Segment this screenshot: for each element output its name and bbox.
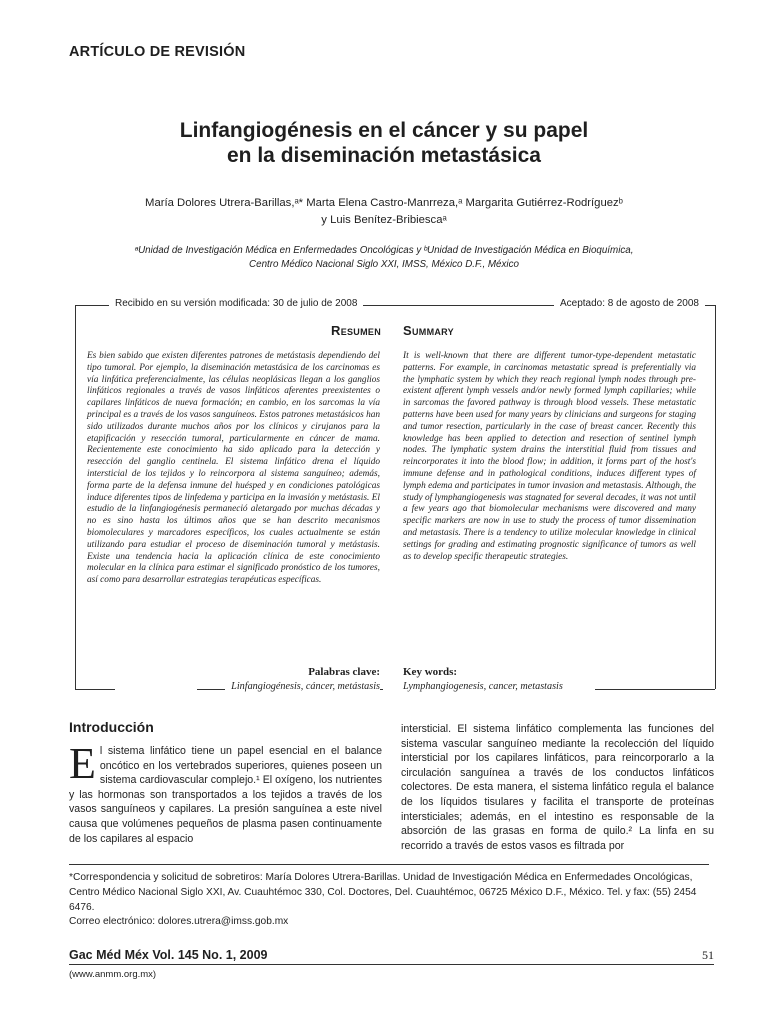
section-label: ARTÍCULO DE REVISIÓN	[69, 44, 246, 60]
journal-website: (www.anmm.org.mx)	[69, 969, 157, 980]
author-list	[69, 195, 699, 229]
key-words-label: Key words:	[403, 666, 458, 678]
footnote-line-1: *Correspondencia y solicitud de sobretiros: María Dolores Utrera-Barillas. Unidad de Investigación Médica en Enfermedades Oncológicas,	[69, 872, 693, 883]
title-line-2: en la diseminación metastásica	[227, 144, 541, 167]
article-title	[69, 118, 699, 168]
affiliation-line-2: Centro Médico Nacional Siglo XXI, IMSS, México D.F., México	[249, 259, 519, 270]
intro-left-column	[69, 739, 382, 846]
page-number: 51	[702, 948, 714, 962]
resumen-heading: Resumen	[331, 323, 381, 338]
abstract-bottom-right-rule	[595, 689, 715, 690]
footnote-rule	[69, 864, 709, 865]
correspondence-footnote	[69, 871, 717, 930]
footnote-line-3: Correo electrónico: dolores.utrera@imss.gob.mx	[69, 916, 289, 928]
drop-cap: E	[69, 739, 96, 788]
title-line-1: Linfangiogénesis en el cáncer y su papel	[179, 119, 589, 142]
footnote-line-2: Centro Médico Nacional Siglo XXI, Av. Cuauhtémoc 330, Col. Doctores, Del. Cuauhtémoc, 06725 México D.F., México. Tel. y fax: (55) 2454 6476.	[69, 886, 697, 913]
summary-text: It is well-known that there are different tumor-type-dependent metastatic patterns. For example, in carcinomas metastatic spread is preferentially via the lymphatic system by which they reach regional lymph nodes through pre-existent afferent lymph vessels and/or newly formed lymph capillaries; while in sarcomas the favored pathway is through blood vessels. These metastatic patterns have been used for many years by clinicians and surgeons for staging and tumor resection, particularly in the case of breast cancer. Recently this knowledge has been applied to detection and resection of sentinel lymph nodes. The lymphatic system drains the interstitial fluid from tissues and reincorporates it into the blood flow; in addition, it forms part of the host's immune defense and in pathological conditions, induces different types of lymph edema and participates in tumor invasion and metastasis. Although, the study of lymphangiogenesis was stagnated for several decades, it was not until a few years ago that biomolecular mechanisms were discovered and many specific markers are now in use to study the process of tumor dissemination and metastasis. There is a tendency to utilize molecular knowledge in clinical settings for grading and estimating prognostic significance of tumors as well as to develop specific therapeutic strategies.	[403, 351, 696, 562]
palabras-clave-text: Linfangiogénesis, cáncer, metástasis	[225, 681, 380, 692]
affiliations	[69, 244, 699, 272]
summary-heading: Summary	[403, 323, 454, 338]
authors-line-1: María Dolores Utrera-Barillas,ᵃ* Marta Elena Castro-Manrreza,ᵃ Margarita Gutiérrez-Rodríguezᵇ	[145, 197, 623, 209]
journal-citation: Gac Méd Méx Vol. 145 No. 1, 2009	[69, 948, 268, 962]
abstract-left-rule	[75, 305, 76, 689]
intro-left-text: l sistema linfático tiene un papel esencial en el balance oncótico en los vertebrados superiores, quienes poseen un sistema cardiovascular complejo.¹ El oxígeno, los nutrientes y las hormonas son transportados a los tejidos a través de los vasos sanguíneos y capilares. La presión sanguínea a este nivel causa que volúmenes pequeños de plasma pasen continuamente de los capilares al espacio	[69, 745, 382, 845]
accepted-date: Aceptado: 8 de agosto de 2008	[554, 298, 705, 309]
affiliation-line-1: ᵃUnidad de Investigación Médica en Enfermedades Oncológicas y ᵇUnidad de Investigación Médica en Bioquímica,	[134, 245, 634, 256]
intro-right-column	[401, 722, 714, 853]
footer-rule	[69, 964, 714, 965]
intro-right-text: intersticial. El sistema linfático complementa las funciones del sistema vascular sanguíneo mediante la recolección del líquido intersticial por los capilares linfáticos, para reincorporarlo a la circulación sanguínea a través de los conductos linfáticos colectores. De esta manera, el sistema linfático regula el balance de los líquidos tisulares y facilita el transporte de proteínas intersticiales; además, en el intestino es responsable de la absorción de las grasas en forma de quilo.² La linfa en su recorrido a través de estos vasos es filtrada por	[401, 723, 714, 852]
abstract-bottom-left-rule	[75, 689, 115, 690]
authors-line-2: y Luis Benítez-Bribiescaᵃ	[321, 214, 447, 226]
abstract-box	[75, 298, 715, 692]
key-words-text: Lymphangiogenesis, cancer, metastasis	[403, 681, 563, 692]
received-date: Recibido en su versión modificada: 30 de julio de 2008	[109, 298, 363, 309]
introduction-heading: Introducción	[69, 719, 154, 735]
resumen-text: Es bien sabido que existen diferentes patrones de metástasis dependiendo del tipo tumoral. Por ejemplo, la diseminación metastásica de los carcinomas es vía linfática preferencialmente, las células neoplásicas llegan a los ganglios linfáticos regionales a través de vasos linfáticos aferentes preexistentes o capilares linfáticos de nueva formación; en cambio, en los sarcomas la vía principal es a través de los vasos sanguíneos. Estos patrones metastásicos han sido utilizados durante muchos años por los clínicos y cirujanos para la etapificación y resección tumoral, particularmente en cáncer de mama. Recientemente este conocimiento ha sido aplicado para la detección y resección del ganglio centinela. El sistema linfático drena el líquido intersticial de los tejidos y lo reincorpora al sistema sanguíneo; además, forma parte de la defensa inmune del huésped y en condiciones patológicas induce diferentes tipos de linfedema y participa en la invasión y metástasis. El estudio de la linfangiogénesis permaneció aletargado por muchas décadas y no es sino hasta los últimos años que se han descrito mecanismos biomoleculares y marcadores específicos, los cuales actualmente se están utilizando para estudiar el proceso de diseminación tumoral y metástasis. Existe una tendencia hacia la aplicación clínica de este conocimiento molecular en la clínica para estimar el significado pronóstico de los tumores, así como para desarrollar estrategias terapéuticas específicas.	[87, 351, 381, 586]
palabras-clave-label: Palabras clave:	[308, 666, 380, 678]
abstract-right-rule	[715, 305, 716, 689]
